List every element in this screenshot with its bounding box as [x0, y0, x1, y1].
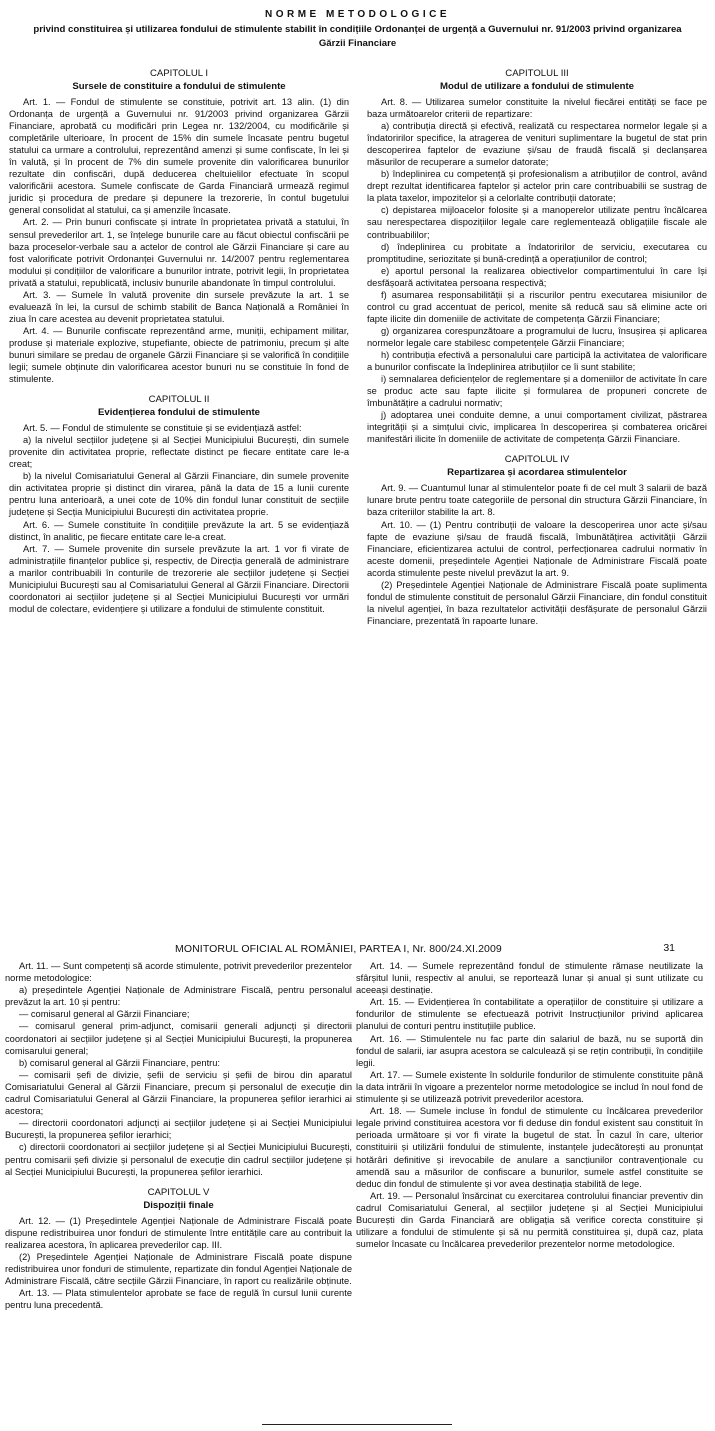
chapter-title: Modul de utilizare a fondului de stimulente — [439, 81, 635, 92]
chapter-number: CAPITOLUL V — [147, 1186, 210, 1198]
paragraph: Art. 17. — Sumele existente în soldurile fondurilor de stimulente constituite până la data intrării în vigoare a prezentelor norme metodologice se includ în noul fond de stimulente și se utilizează potrivit prevederilor acestora. — [356, 1069, 703, 1105]
paragraph: Art. 2. — Prin bunuri confiscate și intrate în proprietatea privată a statului, în sensul prevederilor art. 1, se înțelege bunurile care au făcut obiectul confiscării pe baza proceselor-verbale sau a actelor de control ale Gărzii Financiare și care au fost valorificate potrivit Ordonanței Guvernului nr. 14/2007 pentru reglementarea modului și condițiilor de valorificare a bunurilor intrate, potrivit legii, în proprietatea privată a statului, republicată, inclusiv bunurile abandonate în timpul controlului. — [9, 217, 349, 288]
running-header: MONITORUL OFICIAL AL ROMÂNIEI, PARTEA I, Nr. 800/24.XI.2009 — [175, 943, 502, 955]
paragraph: Art. 6. — Sumele constituite în condițiile prevăzute la art. 5 se evidențiază distinct, în analitic, pe fiecare entitate care le-a creat. — [9, 519, 349, 542]
paragraph: Art. 13. — Plata stimulentelor aprobate se face de regulă în cursul lunii curente pentru luna precedentă. — [5, 1288, 352, 1311]
document-title: NORME METODOLOGICE — [264, 9, 451, 20]
columns — [9, 67, 707, 627]
paragraph: Art. 5. — Fondul de stimulente se constituie și se evidențiază astfel: — [23, 423, 302, 434]
paragraph: d) îndeplinirea cu probitate a îndatoririlor de serviciu, executarea cu promptitudine, seriozitate și bună-credință a operațiunilor de control; — [367, 241, 707, 264]
chapter-number: CAPITOLUL IV — [504, 454, 570, 466]
paragraph: Art. 19. — Personalul însărcinat cu exercitarea controlului financiar preventiv din cadrul Comisariatului General, al secțiilor județene și al Secției Municipiului București din Garda Financiară are obligația să verifice corecta constituire și utilizare a fondului de stimulente și să nu permită constituirea și, după caz, plata sumelor încasate cu încălcarea prevederilor prezentelor norme metodologice. — [356, 1190, 703, 1250]
chapter-title: Sursele de constituire a fondului de stimulente — [72, 81, 286, 92]
paragraph: Art. 3. — Sumele în valută provenite din sursele prevăzute la art. 1 se evaluează în lei, la cursul de schimb stabilit de Banca Națională a României în ziua în care acestea au devenit proprietatea statului. — [9, 289, 349, 324]
paragraph: i) semnalarea deficiențelor de reglementare și a domeniilor de activitate în care se produc acte sau fapte ilicite și formularea de propuneri concrete de îmbunătățire a cadrului normativ; — [367, 374, 707, 409]
paragraph: Art. 1. — Fondul de stimulente se constituie, potrivit art. 13 alin. (1) din Ordonanța de urgență a Guvernului nr. 91/2003 privind organizarea Gărzii Financiare, aprobată cu modificări prin Legea nr. 132/2004, cu modificările și completările ulterioare, în procent de 15% din sumele încasate pentru bugetul statului ca urmare a controlului, reprezentând amenzi și sume confiscate, în lei și în valută, și în procent de 7% din sumele provenite din valorificarea bunurilor rezultate din confiscări, după deducerea cheltuielilor efectuate în scopul valorificării acestora. Sumele confiscate de Garda Financiară urmează regimul juridic și procedura de predare și depunere la trezorerie, în contul bugetului general consolidat al statului, ca și amenzile încasate. — [9, 97, 349, 216]
paragraph: c) depistarea mijloacelor folosite și a manoperelor utilizate pentru încălcarea sau nerespectarea dispozițiilor legale care reglementează obligațiile fiscale ale contribuabililor; — [367, 205, 707, 240]
chapter-number: CAPITOLUL II — [148, 394, 210, 406]
end-rule — [262, 1424, 452, 1425]
paragraph: Art. 10. — (1) Pentru contribuții de valoare la descoperirea unor acte și/sau fapte de evaziune și/sau de fraudă fiscală, îmbunătățirea activității Gărzii Financiare, eficientizarea actului de control, perfecționarea cadrului normativ în aceste domenii, președintele Agenției Naționale de Administrare Fiscală poate acorda stimulente peste nivelul prevăzut la art. 9. — [367, 519, 707, 578]
paragraph: (2) Președintele Agenției Naționale de Administrare Fiscală poate dispune redistribuirea unor fonduri de stimulente, repartizate din fondul Agenției Naționale de Administrare Fiscală, către secțiile Gărzii Financiare, în raport cu realizările obținute. — [5, 1251, 352, 1287]
paragraph: Art. 12. — (1) Președintele Agenției Naționale de Administrare Fiscală poate dispune redistribuirea unor fonduri de stimulente între entitățile care au contribuit la realizarea acestora, în aplicarea prevederilor cap. III. — [5, 1215, 352, 1250]
paragraph: f) asumarea responsabilității și a riscurilor pentru executarea misiunilor de control cu grad accentuat de pericol, menite să reducă sau să elimine acte ori fapte ilicite din domeniile de activitate de competența Gărzii Financiare; — [367, 289, 707, 324]
paragraph: h) contribuția efectivă a personalului care participă la activitatea de valorificare a bunurilor confiscate la îndeplinirea atribuțiilor ce îi sunt stabilite; — [367, 349, 707, 373]
paragraph: c) directorii coordonatori ai secțiilor județene și al Secției Municipiului București, pentru comisarii șefi divizie și personalul de execuție din cadrul secțiilor județene și al Secției Municipiului București, la propunerea șefilor ierarhici. — [5, 1142, 352, 1177]
paragraph: Art. 18. — Sumele incluse în fondul de stimulente cu încălcarea prevederilor legale privind constituirea acestora vor fi deduse din fondul existent sau constituit în perioada următoare și vor fi virate la bugetul de stat. În cazul în care, ulterior constituirii și utilizării fondului de stimulente, instanțele judecătorești au pronunțat hotărâri definitive și irevocabile de anulare a sancțiunilor contravenționale cu amendă sau a măsurilor de confiscare a bunurilor, sumele astfel constituite se deduc din fondul de stimulente și vor avea destinația stabilită de lege. — [356, 1106, 703, 1189]
left-column — [5, 960, 352, 1311]
paragraph: Art. 4. — Bunurile confiscate reprezentând arme, muniții, echipament militar, produse și materiale explozive, stupefiante, obiecte de patrimoniu, precum și alte bunuri similare se predau de organele Gărzii Financiare și se valorifică în condițiile legii; sumele obținute din valorificarea acestor bunuri nu se constituie în fond de stimulente. — [9, 325, 349, 385]
page-header — [0, 940, 715, 958]
page-number: 31 — [663, 942, 675, 954]
paragraph: b) îndeplinirea cu competență și profesionalism a atribuțiilor de control, având drept rezultat identificarea faptelor și actelor prin care contribuabilii se sustrag de la plata taxelor, impozitelor și a celorlalte contribuții datorate; — [367, 169, 707, 204]
chapter-title: Dispoziții finale — [143, 1199, 214, 1211]
chapter-number: CAPITOLUL I — [149, 68, 209, 79]
paragraph: Art. 7. — Sumele provenite din sursele prevăzute la art. 1 vor fi virate de administrațiile finanțelor publice și, respectiv, de Direcția generală de administrare a marilor contribuabili în conturile de trezorerie ale secțiilor județene și Secției Municipiului București sau al Comisariatului General al Gărzii Financiare. Directorii coordonatori ai secțiilor județene și al Secției Municipiului București vor urmări modul de colectare, evidențiere și utilizare a fondului de stimulente constituit. — [9, 543, 349, 614]
paragraph: b) comisarul general al Gărzii Financiare, pentru: — [19, 1057, 221, 1068]
paragraph: a) la nivelul secțiilor județene și al Secției Municipiului București, din sumele provenite din activitatea proprie, reflectate distinct pe fiecare entitate care le-a creat; — [9, 435, 349, 470]
document-subtitle: privind constituirea și utilizarea fondului de stimulente stabilit în condițiile Ordonanței de urgență a Guvernului nr. 91/2003 privind organizarea Gărzii Financiare — [33, 24, 682, 49]
paragraph: a) contribuția directă și efectivă, realizată cu respectarea normelor legale și a îndatoririlor specifice, la atragerea de venituri suplimentare la bugetul de stat prin descoperirea faptelor de evaziune și/sau de fraudă fiscală și declanșarea măsurilor de recuperare a sumelor datorate; — [367, 121, 707, 168]
columns — [5, 960, 703, 1311]
paragraph: — comisarul general prim-adjunct, comisarii generali adjuncți și directorii coordonatori ai secțiilor județene și al Secției Municipiului București, la propunerea comisarului general; — [5, 1021, 352, 1056]
paragraph: g) organizarea corespunzătoare a programului de lucru, însușirea și aplicarea normelor legale care stabilesc competențele Gărzii Financiare; — [367, 325, 707, 348]
paragraph: (2) Președintele Agenției Naționale de Administrare Fiscală poate suplimenta fondul de stimulente constituit de personalul Gărzii Financiare, din fondul constituit la nivelul agenției, în baza rezultatelor activității desfășurate de personalul Gărzii Financiare, prezentată în rapoarte lunare. — [367, 579, 707, 626]
chapter-title: Evidențierea fondului de stimulente — [97, 407, 261, 419]
page-bottom — [0, 940, 715, 1431]
paragraph: e) aportul personal la realizarea obiectivelor compartimentului în care își desfășoară activitatea persoana respectivă; — [367, 265, 707, 288]
paragraph: — comisarii șefi de divizie, șefii de serviciu și șefii de birou din aparatul Comisariatului General al Gărzii Financiare, precum și personalul de execuție din cadrul Comisariatului General al Gărzii Financiare, la propunerea șefilor ierarhici ai acestora; — [5, 1069, 352, 1117]
paragraph: b) la nivelul Comisariatului General al Gărzii Financiare, din sumele provenite din activitatea proprie și distinct din virarea, până la data de 15 a lunii curente pentru luna anterioară, a unei cote de 10% din fondul lunar constituit de secțiile județene și Secția Municipiului București din activitatea proprie. — [9, 471, 349, 518]
right-column — [356, 960, 703, 1311]
paragraph: — directorii coordonatori adjuncți ai secțiilor județene și ai Secției Municipiului București, la propunerea șefilor ierarhici; — [5, 1118, 352, 1141]
paragraph: j) adoptarea unei conduite demne, a unui comportament civilizat, păstrarea integrității și a simțului civic, implicarea în descoperirea și combaterea oricărei manifestări ilicite în domeniile de activitate de competența Gărzii Financiare. — [367, 410, 707, 445]
left-column — [9, 67, 349, 627]
paragraph: — comisarul general al Gărzii Financiare; — [19, 1009, 190, 1020]
chapter-title: Repartizarea și acordarea stimulentelor — [447, 467, 627, 479]
paragraph: Art. 14. — Sumele reprezentând fondul de stimulente rămase neutilizate la sfârșitul lunii, respectiv al anului, se reportează lunar și anual și sunt utilizate cu aceeași destinație. — [356, 961, 703, 996]
paragraph: Art. 16. — Stimulentele nu fac parte din salariul de bază, nu se suportă din fondul de salarii, iar asupra acestora se calculează și se rețin contribuții, în condițiile legii. — [356, 1033, 703, 1068]
chapter-number: CAPITOLUL III — [505, 68, 569, 79]
paragraph: Art. 8. — Utilizarea sumelor constituite la nivelul fiecărei entități se face pe baza următoarelor criterii de repartizare: — [367, 97, 707, 120]
paragraph: Art. 11. — Sunt competenți să acorde stimulente, potrivit prevederilor prezentelor norme metodologice: — [5, 961, 352, 984]
right-column — [367, 67, 707, 627]
paragraph: a) președintele Agenției Naționale de Administrare Fiscală, pentru personalul prevăzut la art. 10 și pentru: — [5, 985, 352, 1008]
paragraph: Art. 9. — Cuantumul lunar al stimulentelor poate fi de cel mult 3 salarii de bază lunare brute pentru toate categoriile de personal din structura Gărzii Financiare, în baza criteriilor stabilite la art. 8. — [367, 483, 707, 518]
paragraph: Art. 15. — Evidențierea în contabilitate a operațiilor de constituire și utilizare a fondurilor de stimulente se efectuează potrivit Instrucțiunilor privind aplicarea planului de conturi pentru instituțiile publice. — [356, 997, 703, 1032]
